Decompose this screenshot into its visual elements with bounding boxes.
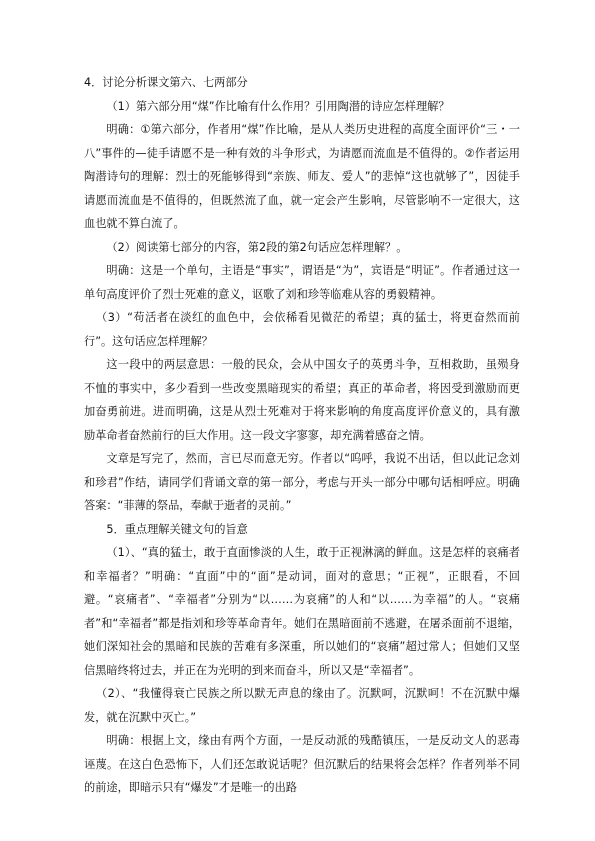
- question-7-3: （3）“苟活者在淡红的血色中，会依稀看见微茫的希望；真的猛士，将更奋然而前行”。这句话应怎样理解？: [84, 311, 520, 348]
- document-body: [84, 71, 520, 800]
- answer-7-2: 明确：这是一个单句，主语是“事实”，谓语是“为”，宾语是“明证”。作者通过这一单句高度评价了烈士死难的意义，讴歌了刘和珍等临难从容的勇毅精神。: [84, 264, 520, 301]
- answer-7-3: 这一段中的两层意思：一般的民众，会从中国女子的英勇斗争，互相救助，虽殒身不恤的事实中，多少看到一些改变黑暗现实的希望；真正的革命者，将因受到激励而更加奋勇前进。进而明确，这是从烈士死难对于将来影响的角度高度评价意义的，具有激励革命者奋然前行的巨大作用。这一段文字寥寥，却充满着感奋之情。: [84, 358, 520, 442]
- key-sentence-1: （1）、“真的猛士，敢于直面惨淡的人生，敢于正视淋漓的鲜血。这是怎样的哀痛者和幸福者？”明确：“直面”中的“面”是动词，面对的意思；“正视”，正眼看，不回避。“哀痛者”、“幸福者”分别为“以……为哀痛”的人和“以……为幸福”的人。“哀痛者”和“幸福者”都是指刘和珍等革命青年。她们在黑暗面前不逃避，在屠杀面前不退缩，她们深知社会的黑暗和民族的苦难有多深重，所以她们的“哀痛”超过常人；但她们又坚信黑暗终将过去，并正在为光明的到来而奋斗，所以又是“幸福者”。: [84, 546, 520, 677]
- question-7-2: （2）阅读第七部分的内容，第2段的第2句话应怎样理解？。: [106, 240, 408, 254]
- question-6-1: （1）第六部分用“煤”作比喻有什么作用？引用陶潜的诗应怎样理解？: [106, 99, 450, 113]
- closing-paragraph: 文章是写完了，然而，言已尽而意无穷。作者以“呜呼，我说不出话，但以此记念刘和珍君”作结，请同学们背诵文章的第一部分，考虑与开头一部分中哪句话相呼应。明确答案：“菲薄的祭品，奉献于逝者的灵前。”: [84, 452, 520, 512]
- section-heading-4: 4．讨论分析课文第六、七两部分: [84, 76, 248, 89]
- section-heading-5: 5．重点理解关键文句的旨意: [106, 522, 248, 536]
- answer-6-1: 明确：①第六部分，作者用“煤”作比喻，是从人类历史进程的高度全面评价“三・一八”事件的—徒手请愿不是一种有效的斗争形式，为请愿而流血是不值得的。②作者运用陶潜诗句的理解：烈士的死能够得到“亲族、师友、爱人”的悲悼“这也就够了”，因徒手请愿而流血是不值得的，但既然流了血，就一定会产生影响，尽管影响不一定很大，这血也就不算白流了。: [84, 123, 520, 230]
- key-sentence-2: （2）、“我懂得衰亡民族之所以默无声息的缘由了。沉默呵，沉默呵！不在沉默中爆发，就在沉默中灭亡。”: [84, 687, 520, 724]
- answer-key-sentence-2: 明确：根据上文，缘由有两个方面，一是反动派的残酷镇压，一是反动文人的恶毒诬蔑。在这白色恐怖下，人们还怎敢说话呢？但沉默后的结果将会怎样？作者列举不同的前途，即暗示只有“爆发”才是唯一的出路: [84, 734, 520, 794]
